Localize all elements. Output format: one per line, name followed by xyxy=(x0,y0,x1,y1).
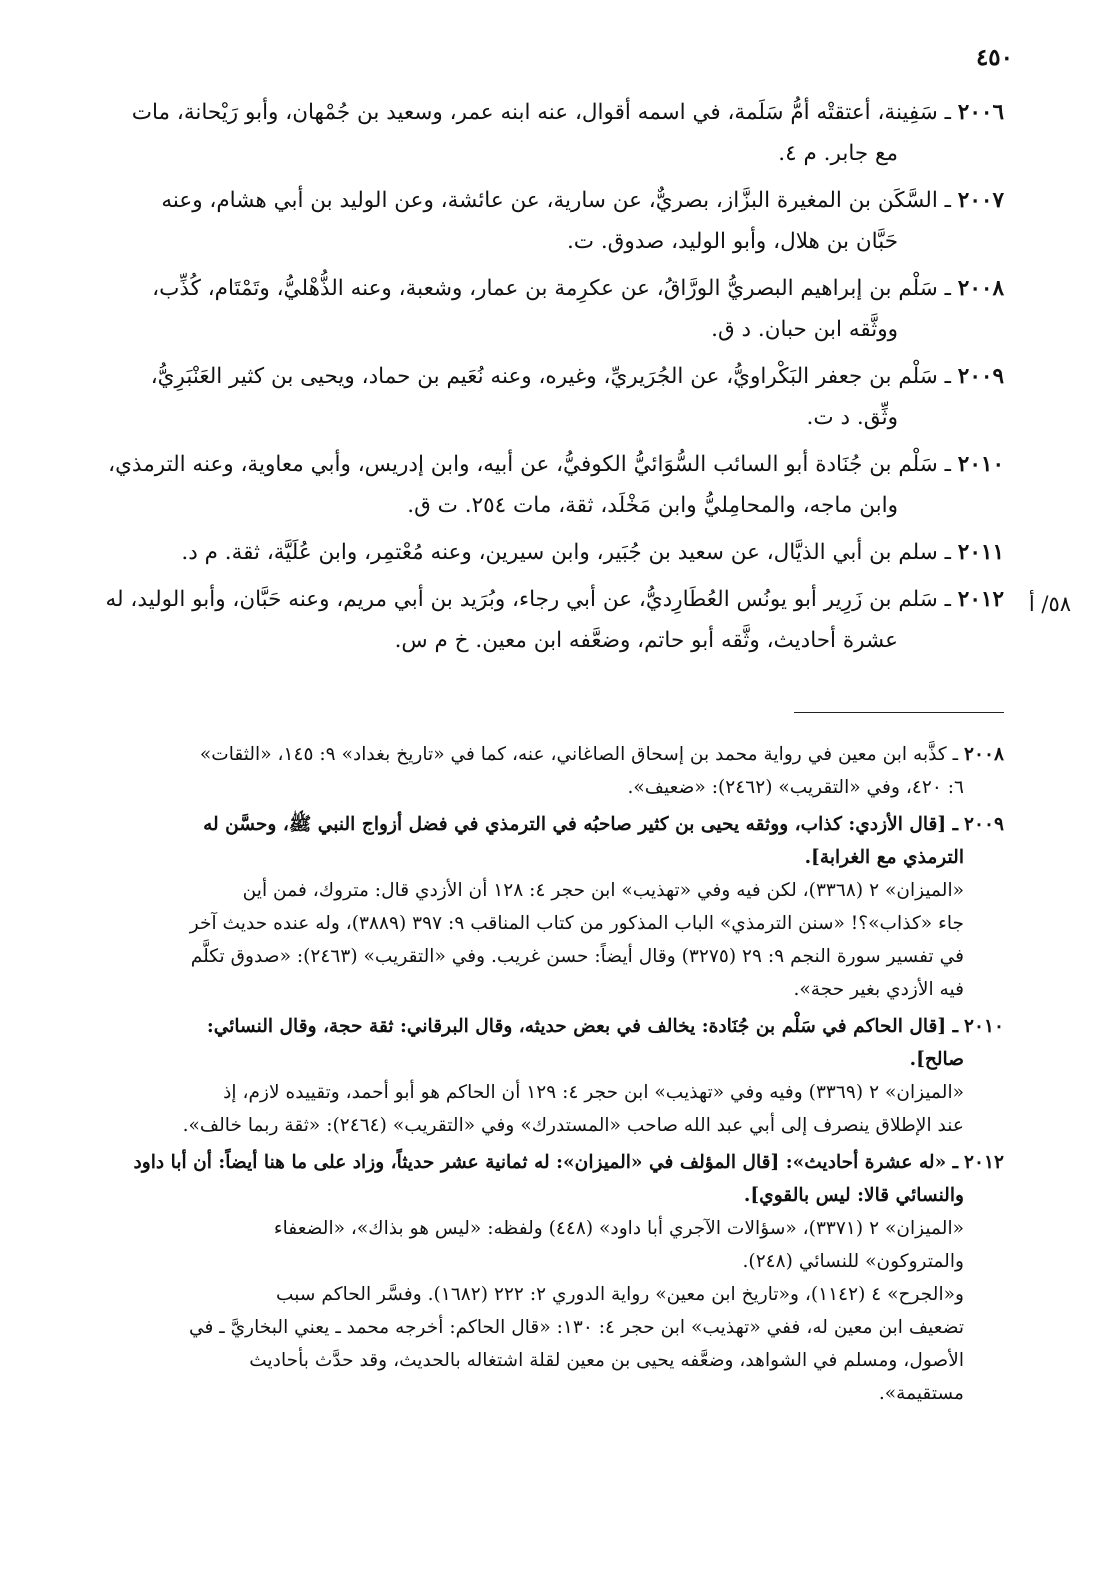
entry-text-continued: حَبَّان بن هلال، وأبو الوليد، صدوق. ت. xyxy=(566,229,898,254)
entry-2012 xyxy=(30,579,1004,661)
note-commentary-line: «الميزان» ٢ (٣٣٦٩) وفيه وفي «تهذيب» ابن حجر ٤: ١٢٩ أن الحاكم هو أبو أحمد، وتقييده لازم، إذ xyxy=(223,1082,964,1103)
entry-text: ـ سلم بن أبي الذيَّال، عن سعيد بن جُبَير، وابن سيرين، وعنه مُعْتمِر، وابن عُلَيَّة، ثقة. م د. xyxy=(181,540,951,565)
note-quote: ـ [قال الحاكم في سَلْم بن جُنَادة: يخالف في بعض حديثه، وقال البرقاني: ثقة حجة، وقال النسائي: xyxy=(206,1016,959,1037)
note-number: ٢٠١٠ xyxy=(964,1016,1004,1037)
note-number: ٢٠٠٩ xyxy=(964,814,1004,835)
entry-text-continued: وثِّق. د ت. xyxy=(806,405,898,430)
entry-text-continued: ووثَّقه ابن حبان. د ق. xyxy=(711,317,898,342)
note-number: ٢٠٠٨ xyxy=(964,744,1004,765)
entry-2009 xyxy=(30,356,1004,438)
note-commentary-line: في تفسير سورة النجم ٩: ٢٩ (٣٢٧٥) وقال أيضاً: حسن غريب. وفي «التقريب» (٢٤٦٣): «صدوق تكلَّم xyxy=(190,946,964,967)
note-text: ـ كذَّبه ابن معين في رواية محمد بن إسحاق الصاغاني، عنه، كما في «تاريخ بغداد» ٩: ١٤٥، «الثقات» xyxy=(199,744,959,765)
entry-2011 xyxy=(30,532,1004,573)
note-commentary-line: مستقيمة». xyxy=(878,1383,964,1404)
note-quote-continued: صالح]. xyxy=(909,1049,964,1070)
note-commentary-line: فيه الأزدي بغير حجة». xyxy=(793,979,964,1000)
entry-number: ٢٠٠٩ xyxy=(957,364,1004,389)
footnote-2012 xyxy=(30,1146,1004,1410)
entry-text: ـ سَفِينة، أعتقتْه أمُّ سَلَمة، في اسمه أقوال، عنه ابنه عمر، وسعيد بن جُمْهان، وأبو رَيْحانة، مات xyxy=(131,100,951,125)
note-quote-continued: والنسائي قالا: ليس بالقوي]. xyxy=(743,1185,964,1206)
footnote-separator xyxy=(794,712,1004,713)
entry-2010 xyxy=(30,444,1004,526)
note-commentary-line: «الميزان» ٢ (٣٣٧١)، «سؤالات الآجري أبا داود» (٤٤٨) ولفظه: «ليس هو بذاك»، «الضعفاء xyxy=(273,1218,964,1239)
note-commentary-line: عند الإطلاق ينصرف إلى أبي عبد الله صاحب «المستدرك» وفي «التقريب» (٢٤٦٤): «ثقة ربما خالف». xyxy=(182,1115,964,1136)
note-quote-continued: الترمذي مع الغرابة]. xyxy=(804,847,964,868)
entry-2007 xyxy=(30,180,1004,262)
marginal-folio-note: ٥٨/ أ xyxy=(1028,592,1072,616)
note-quote: ـ «له عشرة أحاديث»: [قال المؤلف في «الميزان»: له ثمانية عشر حديثاً، وزاد على ما هنا أيضاً: أن أبا داود xyxy=(133,1152,959,1173)
entry-text: ـ السَّكَن بن المغيرة البزَّاز، بصريٌّ، عن سارية، عن عائشة، وعن الوليد بن أبي هشام، وعنه xyxy=(161,188,951,213)
entry-number: ٢٠٠٧ xyxy=(957,188,1004,213)
note-quote: ـ [قال الأزدي: كذاب، ووثقه يحيى بن كثير صاحبُه في الترمذي في فضل أزواج النبي ﷺ، وحسَّن له xyxy=(203,814,959,835)
entry-2006 xyxy=(30,92,1004,174)
page-number: ٤٥٠ xyxy=(975,44,1013,71)
note-commentary-line: «الميزان» ٢ (٣٣٦٨)، لكن فيه وفي «تهذيب» ابن حجر ٤: ١٢٨ أن الأزدي قال: متروك، فمن أين xyxy=(242,880,964,901)
entry-text-continued: مع جابر. م ٤. xyxy=(778,141,898,166)
note-commentary-line: والمتروكون» للنسائي (٢٤٨). xyxy=(742,1251,964,1272)
note-commentary-line: و«الجرح» ٤ (١١٤٢)، و«تاريخ ابن معين» رواية الدوري ٢: ٢٢٢ (١٦٨٢). وفسَّر الحاكم سبب xyxy=(276,1284,964,1305)
entry-text-continued: وابن ماجه، والمحامِليُّ وابن مَخْلَد، ثقة، مات ٢٥٤. ت ق. xyxy=(407,493,898,518)
footnote-2008 xyxy=(30,738,1004,804)
footnote-2010 xyxy=(30,1010,1004,1142)
entry-text: ـ سَلم بن زَرِير أبو يونُس العُطَارِديُّ، عن أبي رجاء، وبُرَيد بن أبي مريم، وعنه حَبَّان، وأبو الوليد، له xyxy=(105,587,951,612)
footnotes xyxy=(30,738,1004,1414)
entry-text-continued: عشرة أحاديث، وثَّقه أبو حاتم، وضعَّفه ابن معين. خ م س. xyxy=(394,628,898,653)
entry-number: ٢٠١١ xyxy=(957,540,1004,565)
note-commentary-line: جاء «كذاب»؟! «سنن الترمذي» الباب المذكور من كتاب المناقب ٩: ٣٩٧ (٣٨٨٩)، وله عنده حديث آخر xyxy=(189,913,964,934)
entry-number: ٢٠٠٨ xyxy=(957,276,1004,301)
entry-text: ـ سَلْم بن جُنَادة أبو السائب السُّوَائيُّ الكوفيُّ، عن أبيه، وابن إدريس، وأبي معاوية، وعنه الترمذي، xyxy=(108,452,951,477)
note-commentary-line: تضعيف ابن معين له، ففي «تهذيب» ابن حجر ٤: ١٣٠: «قال الحاكم: أخرجه محمد ـ يعني البخاريَّ ـ في xyxy=(188,1317,964,1338)
biography-entries xyxy=(30,92,1004,667)
note-number: ٢٠١٢ xyxy=(964,1152,1004,1173)
footnote-2009 xyxy=(30,808,1004,1006)
entry-text: ـ سَلْم بن جعفر البَكْراويُّ، عن الجُرَيريِّ، وغيره، وعنه نُعَيم بن حماد، ويحيى بن كثير العَنْبَرِيُّ، xyxy=(150,364,951,389)
note-text-continued: ٦: ٤٢٠، وفي «التقريب» (٢٤٦٢): «ضعيف». xyxy=(627,777,964,798)
entry-text: ـ سَلْم بن إبراهيم البصريُّ الورَّاقُ، عن عكرِمة بن عمار، وشعبة، وعنه الذُّهْليُّ، وتَمْتَام، كُذِّب، xyxy=(152,276,951,301)
entry-2008 xyxy=(30,268,1004,350)
entry-number: ٢٠٠٦ xyxy=(957,100,1004,125)
entry-number: ٢٠١٠ xyxy=(957,452,1004,477)
note-commentary-line: الأصول، ومسلم في الشواهد، وضعَّفه يحيى بن معين لقلة اشتغاله بالحديث، وقد حدَّث بأحاديث xyxy=(249,1350,964,1371)
entry-number: ٢٠١٢ xyxy=(957,587,1004,612)
